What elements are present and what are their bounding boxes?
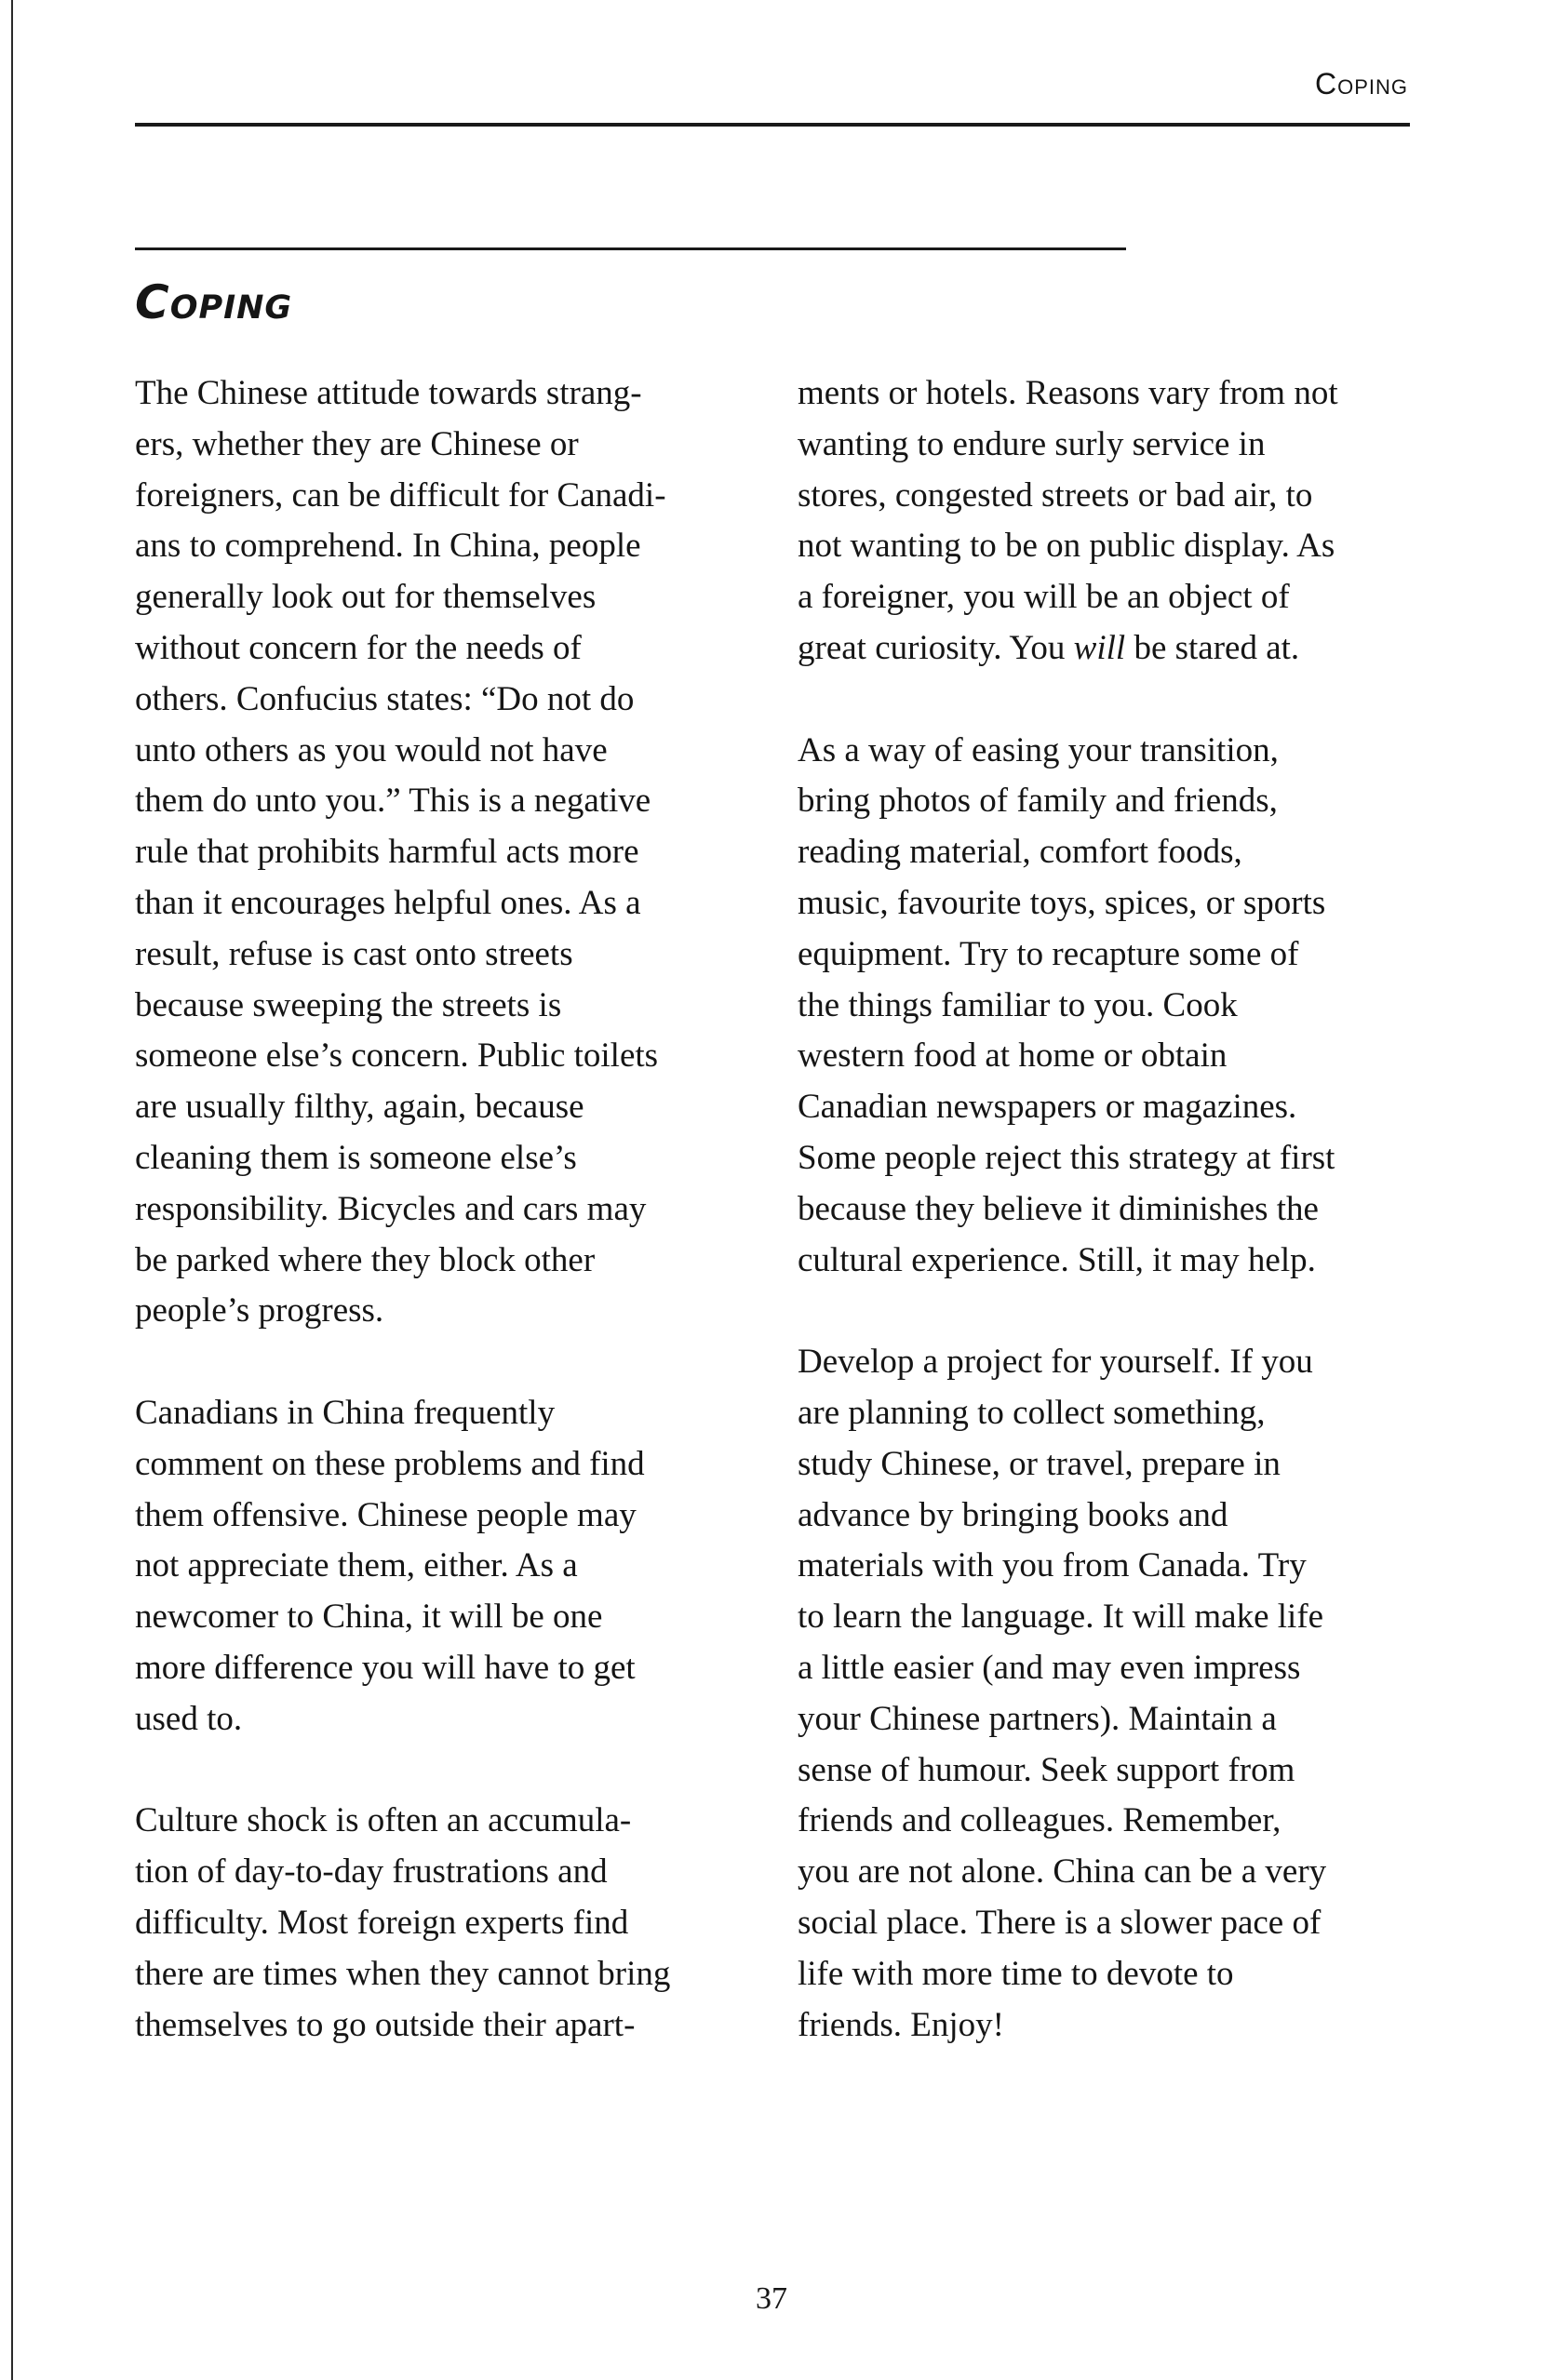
- text-line: unto others as you would not have: [135, 730, 608, 769]
- text-line: sense of humour. Seek support from: [798, 1750, 1295, 1789]
- text-line: life with more time to devote to: [798, 1954, 1234, 1993]
- text-line: used to.: [135, 1699, 243, 1738]
- text-line: are usually filthy, again, because: [135, 1088, 584, 1127]
- text-line: Culture shock is often an accumula-: [135, 1801, 632, 1840]
- text-line: the things familiar to you. Cook: [798, 985, 1238, 1024]
- text-line: cultural experience. Still, it may help.: [798, 1240, 1316, 1279]
- page-edge-line: [11, 0, 13, 2380]
- text-line: Some people reject this strategy at first: [798, 1138, 1335, 1177]
- text-line: generally look out for themselves: [135, 578, 597, 617]
- left-column: [135, 368, 772, 2051]
- emphasis-text: will: [1073, 628, 1126, 667]
- text-line: result, refuse is cast onto streets: [135, 934, 573, 973]
- text-line: there are times when they cannot bring: [135, 1954, 671, 1993]
- page-number: 37: [756, 2281, 787, 2316]
- text-line: you are not alone. China can be a very: [798, 1852, 1327, 1892]
- text-line: are planning to collect something,: [798, 1393, 1266, 1432]
- text-line: tion of day-to-day frustrations and: [135, 1852, 608, 1892]
- text-segment: be stared at.: [1125, 628, 1300, 667]
- text-line: others. Confucius states: “Do not do: [135, 679, 635, 718]
- text-line: [798, 623, 1435, 675]
- text-line: bring photos of family and friends,: [798, 782, 1278, 821]
- text-line: than it encourages helpful ones. As a: [135, 883, 641, 922]
- text-line: study Chinese, or travel, prepare in: [798, 1444, 1281, 1483]
- title-rule: [135, 247, 1126, 250]
- text-line: them do unto you.” This is a negative: [135, 782, 651, 821]
- text-line: music, favourite toys, spices, or sports: [798, 883, 1326, 922]
- text-line: them offensive. Chinese people may: [135, 1495, 637, 1534]
- text-line: wanting to endure surly service in: [798, 424, 1266, 463]
- text-line: a little easier (and may even impress: [798, 1648, 1301, 1687]
- text-line: foreigners, can be difficult for Canadi-: [135, 475, 666, 515]
- text-line: Develop a project for yourself. If you: [798, 1343, 1313, 1382]
- text-line: materials with you from Canada. Try: [798, 1546, 1307, 1585]
- paragraph: [798, 368, 1435, 675]
- text-line: because sweeping the streets is: [135, 985, 562, 1024]
- section-title: Coping: [135, 275, 293, 329]
- text-line: Canadian newspapers or magazines.: [798, 1088, 1297, 1127]
- text-line: not wanting to be on public display. As: [798, 527, 1335, 566]
- running-head: Coping: [1314, 67, 1408, 100]
- text-line: more difference you will have to get: [135, 1648, 636, 1687]
- text-line: cleaning them is someone else’s: [135, 1138, 577, 1177]
- text-line: not appreciate them, either. As a: [135, 1546, 578, 1585]
- paragraph: [798, 1337, 1435, 2051]
- text-line: be parked where they block other: [135, 1240, 596, 1279]
- text-line: a foreigner, you will be an object of: [798, 578, 1290, 617]
- text-line: As a way of easing your transition,: [798, 730, 1279, 769]
- text-line: advance by bringing books and: [798, 1495, 1228, 1534]
- text-line: responsibility. Bicycles and cars may: [135, 1189, 647, 1228]
- text-line: Canadians in China frequently: [135, 1393, 556, 1432]
- paragraph: [798, 726, 1435, 1287]
- text-line: rule that prohibits harmful acts more: [135, 833, 639, 872]
- text-segment: great curiosity. You: [798, 628, 1074, 667]
- paragraph: [135, 368, 772, 1337]
- text-line: ans to comprehend. In China, people: [135, 527, 641, 566]
- text-line: friends and colleagues. Remember,: [798, 1801, 1281, 1840]
- text-line: without concern for the needs of: [135, 628, 582, 667]
- text-line: ments or hotels. Reasons vary from not: [798, 374, 1338, 412]
- text-line: someone else’s concern. Public toilets: [135, 1036, 659, 1076]
- text-line: newcomer to China, it will be one: [135, 1598, 603, 1637]
- text-line: difficulty. Most foreign experts find: [135, 1903, 629, 1942]
- text-line: reading material, comfort foods,: [798, 833, 1242, 872]
- header-rule: [135, 123, 1410, 127]
- text-line: because they believe it diminishes the: [798, 1189, 1319, 1228]
- text-line: your Chinese partners). Maintain a: [798, 1699, 1277, 1738]
- text-line: themselves to go outside their apart-: [135, 2005, 636, 2044]
- paragraph: [135, 1388, 772, 1745]
- paragraph: [135, 1796, 772, 2051]
- text-line: western food at home or obtain: [798, 1036, 1228, 1076]
- text-line: to learn the language. It will make life: [798, 1598, 1324, 1637]
- text-line: equipment. Try to recapture some of: [798, 934, 1299, 973]
- text-line: friends. Enjoy!: [798, 2005, 1004, 2044]
- text-line: people’s progress.: [135, 1291, 384, 1330]
- right-column: [798, 368, 1435, 2051]
- text-line: comment on these problems and find: [135, 1444, 645, 1483]
- text-line: The Chinese attitude towards strang-: [135, 374, 642, 412]
- text-line: ers, whether they are Chinese or: [135, 424, 579, 463]
- text-line: social place. There is a slower pace of: [798, 1903, 1322, 1942]
- text-line: stores, congested streets or bad air, to: [798, 475, 1313, 515]
